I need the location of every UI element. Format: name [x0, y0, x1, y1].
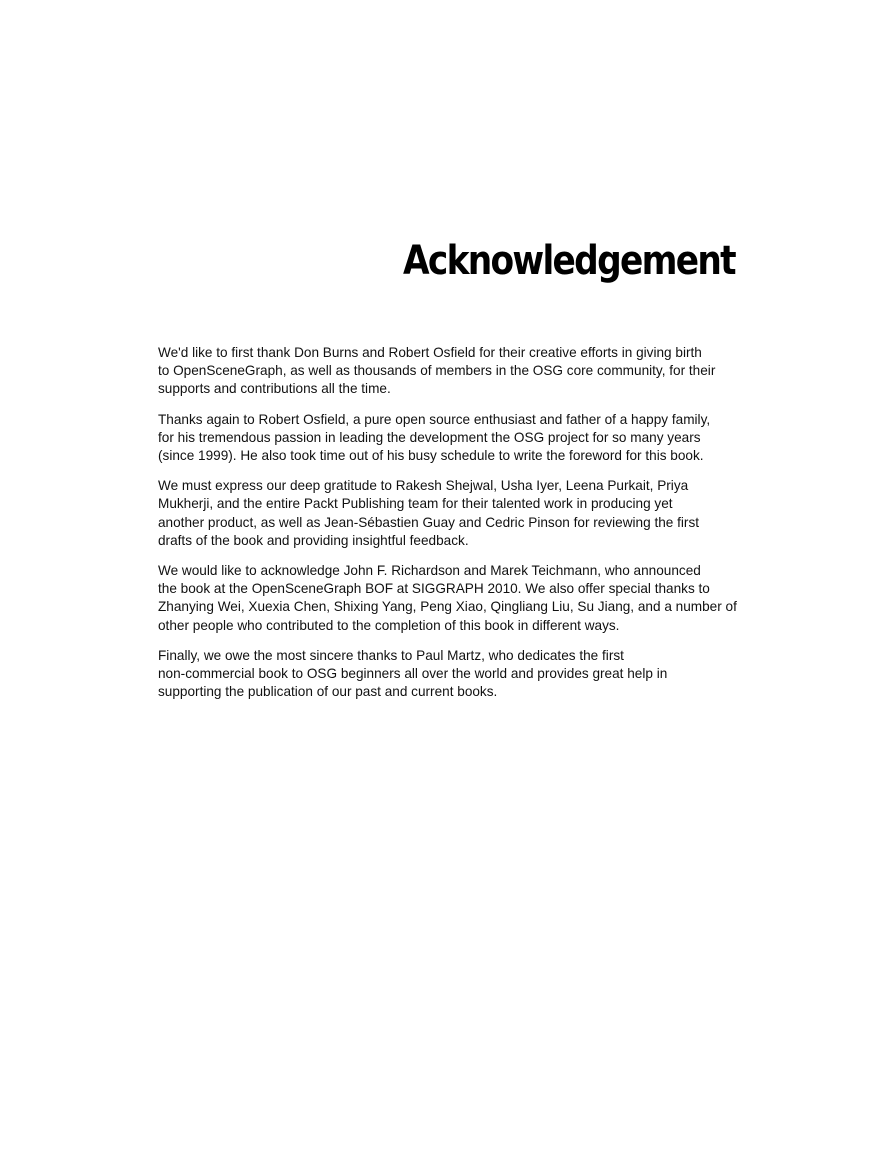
- page-title: Acknowledgement: [403, 238, 735, 284]
- paragraph-5: Finally, we owe the most sincere thanks to Paul Martz, who dedicates the first non-commercial book to OSG beginners all over the world and provides great help in supporting the publication of our past and current books.: [158, 647, 668, 700]
- paragraph-4: We would like to acknowledge John F. Richardson and Marek Teichmann, who announced the book at the OpenSceneGraph BOF at SIGGRAPH 2010. We also offer special thanks to Zhanying Wei, Xuexia Chen, Shixing Yang, Peng Xiao, Qingliang Liu, Su Jiang, and a number of other people who contributed to the completion of this book in different ways.: [158, 563, 737, 633]
- paragraph-2: Thanks again to Robert Osfield, a pure open source enthusiast and father of a happy family, for his tremendous passion in leading the development the OSG project for so many years (since 1999). He also took time out of his busy schedule to write the foreword for this book.: [158, 411, 711, 464]
- paragraph-3: We must express our deep gratitude to Rakesh Shejwal, Usha Iyer, Leena Purkait, Priya Mukherji, and the entire Packt Publishing team for their talented work in producing yet another product, as well as Jean-Sébastien Guay and Cedric Pinson for reviewing the first drafts of the book and providing insightful feedback.: [158, 478, 700, 548]
- paragraph-1: We'd like to first thank Don Burns and Robert Osfield for their creative efforts in giving birth to OpenSceneGraph, as well as thousands of members in the OSG core community, for their supports and contributions all the time.: [158, 345, 716, 397]
- body-text: [158, 344, 738, 713]
